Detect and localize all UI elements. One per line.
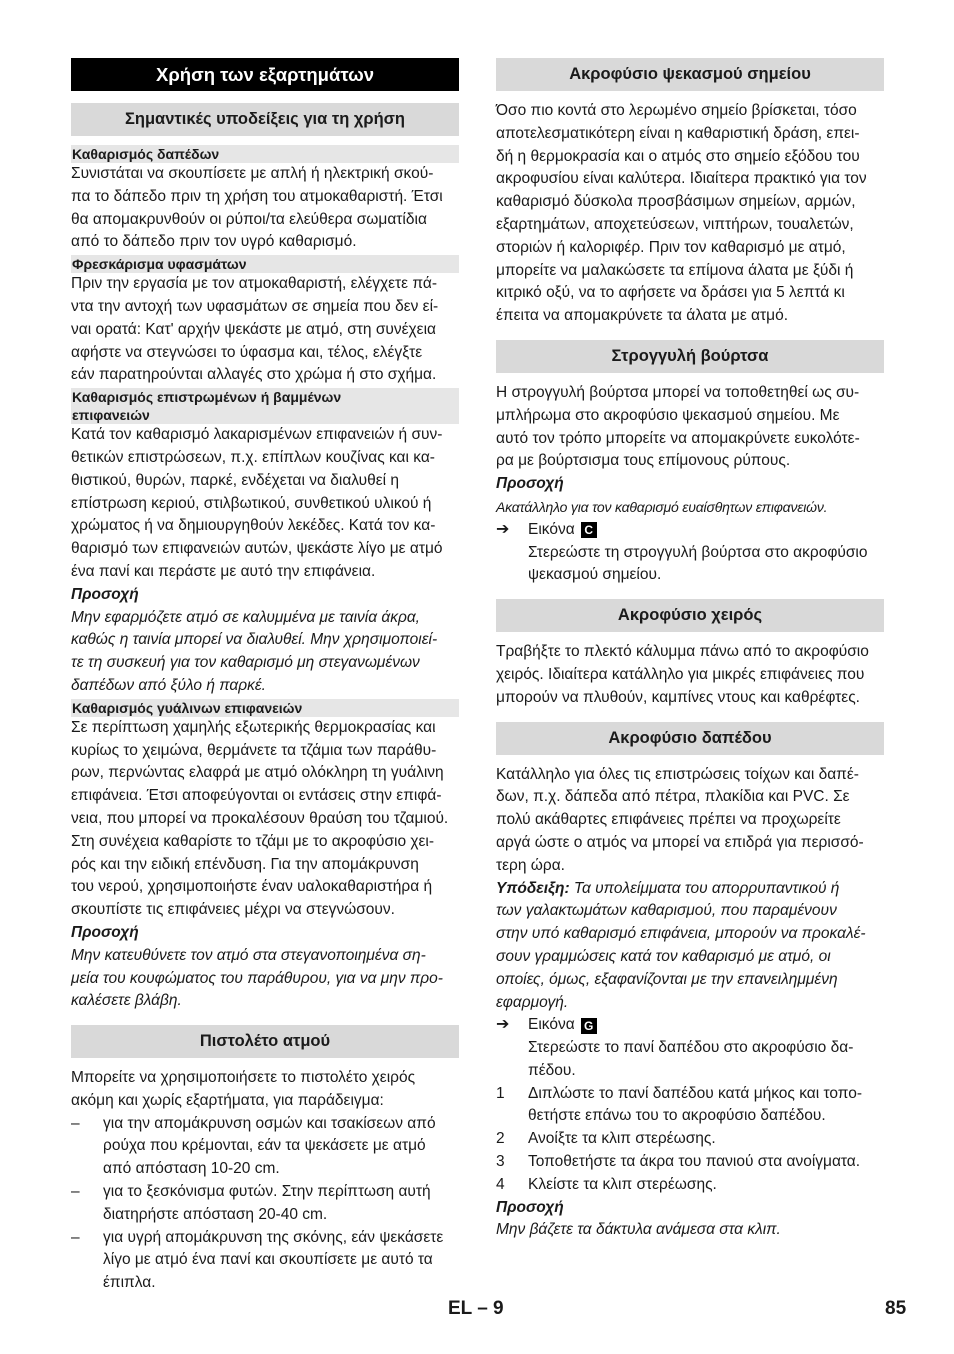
step-item bbox=[496, 1083, 884, 1129]
note-line: οποίες, όμως, εξαφανίζονται με την επανειλημμένη bbox=[496, 970, 838, 988]
brush-figure-instruction bbox=[496, 542, 884, 588]
step-item bbox=[496, 1128, 884, 1151]
final-caution-text: Μην βάζετε τα δάκτυλα ανάμεσα στα κλιπ. bbox=[496, 1221, 781, 1239]
text-line: επιφάνεια. Έτσι αποφεύγονται οι εντάσεις στην επιφά- bbox=[71, 787, 442, 805]
floor-note bbox=[496, 878, 884, 1015]
step-line: Κλείστε τα κλιπ στερέωσης. bbox=[528, 1175, 717, 1193]
note-line: Τα υπολείμματα του απορρυπαντικού ή bbox=[569, 879, 840, 897]
text-line: του νερού, χρησιμοποιήστε έναν υαλοκαθαριστήρα ή bbox=[71, 878, 433, 896]
text-line: εάν παρατηρούνται αλλαγές στο χρώμα ή στο σχήμα. bbox=[71, 366, 437, 384]
fabric-refresh-text bbox=[71, 273, 459, 387]
text-line: Στερεώστε τη στρογγυλή βούρτσα στο ακροφύσιο bbox=[528, 543, 868, 561]
text-line: Όσο πιο κοντά στο λερωμένο σημείο βρίσκεται, τόσο bbox=[496, 102, 857, 119]
text-line: αποτελεσματικότερη είναι η καθαριστική δράση, επει- bbox=[496, 124, 860, 142]
text-line: Κατά τον καθαρισμό λακαρισμένων επιφανειών ή συν- bbox=[71, 426, 443, 444]
note-line: σουν γραμμώσεις κατά τον καθαρισμό με ατμό, οι bbox=[496, 947, 831, 965]
text-line: Στερεώστε το πανί δαπέδου στο ακροφύσιο δα- bbox=[528, 1039, 854, 1057]
text-line: τερη ώρα. bbox=[496, 856, 565, 874]
text-line: πέδου. bbox=[528, 1061, 576, 1079]
list-item-line: διατηρήστε απόσταση 20-40 cm. bbox=[103, 1205, 328, 1223]
arrow-right-icon: ➔ bbox=[496, 1016, 510, 1034]
figure-reference bbox=[496, 1014, 884, 1037]
caution-line: μεία του κουφώματος του παράθυρου, για να μην προ- bbox=[71, 969, 443, 987]
text-line: δων, π.χ. δάπεδα από πέτρα, πλακίδια και PVC. Σε bbox=[496, 788, 850, 806]
text-line: Τραβήξτε το πλεκτό κάλυμμα πάνω από το ακροφύσιο bbox=[496, 643, 869, 661]
caution-line: δαπέδων από ξύλο ή παρκέ. bbox=[71, 676, 266, 694]
caution-label: Προσοχή bbox=[71, 585, 139, 603]
section-header-usage-notes: Σημαντικές υποδείξεις για τη χρήση bbox=[71, 103, 459, 136]
text-line: αργά ώστε ο ατμός να μπορεί να επιδρά για περισσό- bbox=[496, 833, 864, 851]
text-line: Μπορείτε να χρησιμοποιήσετε το πιστολέτο χειρός bbox=[71, 1069, 416, 1087]
text-line: Στη συνέχεια καθαρίστε το τζάμι με το ακροφύσιο χει- bbox=[71, 832, 435, 850]
dash-bullet: – bbox=[71, 1228, 80, 1246]
text-line: μπορείτε να μαλακώσετε τα επίμονα άλατα με ξύδι ή bbox=[496, 261, 854, 279]
step-line: θετήστε επάνω του το ακροφύσιο δαπέδου. bbox=[528, 1107, 826, 1125]
text-line: αφήστε να στεγνώσει το ύφασμα και, τέλος, ελέγξτε bbox=[71, 343, 423, 361]
steam-gun-intro bbox=[71, 1067, 459, 1113]
figure-letter-badge: G bbox=[581, 1018, 597, 1034]
glass-caution-text bbox=[71, 945, 459, 1013]
text-line: εξαρτημάτων, αποχετεύσεων, νιπτήρων, τουαλετών, bbox=[496, 215, 854, 233]
steam-gun-list bbox=[71, 1113, 459, 1295]
text-line: από το δάπεδο πριν τον υγρό καθαρισμό. bbox=[71, 233, 357, 251]
subheading-line: Καθαρισμός επιστρωμένων ή βαμμένων bbox=[72, 389, 342, 406]
list-item bbox=[71, 1181, 459, 1227]
text-line: πολύ ακάθαρτες επιφάνειες πρέπει να προχωρείτε bbox=[496, 811, 841, 829]
list-item-line: έπιπλα. bbox=[103, 1274, 156, 1292]
text-line: αυτό τον τρόπο μπορείτε να απομακρύνετε ευκολότε- bbox=[496, 429, 860, 447]
text-line: κιτρικό οξύ, να το αφήσετε να δράσει για 5 λεπτά κι bbox=[496, 284, 845, 302]
step-number: 2 bbox=[496, 1130, 505, 1148]
section-header-steam-gun: Πιστολέτο ατμού bbox=[71, 1025, 459, 1058]
subheading-coated-surfaces bbox=[71, 388, 459, 424]
text-line: Σε περίπτωση χαμηλής εξωτερικής θερμοκρασίας και bbox=[71, 718, 436, 736]
note-line: εφαρμογή. bbox=[496, 993, 569, 1011]
step-line: Τοποθετήστε τα άκρα του πανιού στα ανοίγματα. bbox=[528, 1153, 861, 1171]
caution-line: καλέσετε βλάβη. bbox=[71, 992, 182, 1010]
right-column bbox=[496, 58, 884, 1242]
left-column bbox=[71, 58, 459, 1295]
section-header-floor-nozzle: Ακροφύσιο δαπέδου bbox=[496, 722, 884, 755]
text-line: ντα την αντοχή των υφασμάτων σε σημεία που δεν εί- bbox=[71, 297, 439, 315]
brush-caution-text: Ακατάλληλο για τον καθαρισμό ευαίσθητων επιφανειών. bbox=[496, 498, 828, 515]
text-line: χρώματος ή να δημιουργηθούν λεκέδες. Κατά τον κα- bbox=[71, 517, 436, 535]
step-line: Διπλώστε το πανί δαπέδου κατά μήκος και τοπο- bbox=[528, 1084, 863, 1102]
subheading-line: επιφανειών bbox=[72, 407, 150, 424]
text-line: χειρός. Ιδιαίτερα κατάλληλο για μικρές επιφάνειες που bbox=[496, 665, 865, 683]
text-line: σκουπίστε τις επιφάνειες μέχρι να στεγνώσουν. bbox=[71, 901, 395, 919]
glass-surfaces-text bbox=[71, 717, 459, 922]
arrow-right-icon: ➔ bbox=[496, 520, 510, 538]
list-item-line: ρούχα που κρέμονται, εάν τα ψεκάσετε με ατμό bbox=[103, 1137, 426, 1155]
footer-section-marker: EL – 9 bbox=[448, 1298, 504, 1319]
dash-bullet: – bbox=[71, 1114, 80, 1132]
list-item-line: για το ξεσκόνισμα φυτών. Στην περίπτωση αυτή bbox=[103, 1183, 431, 1201]
step-number: 4 bbox=[496, 1175, 505, 1193]
text-line: θαρισμό των επιφανειών αυτών, ψεκάστε λίγο με ατμό bbox=[71, 540, 443, 558]
text-line: κυρίως το χειμώνα, θερμάνετε τα τζάμια των παράθυ- bbox=[71, 741, 437, 759]
caution-label: Προσοχή bbox=[496, 475, 564, 493]
section-header-hand-nozzle: Ακροφύσιο χειρός bbox=[496, 599, 884, 632]
coated-caution-text bbox=[71, 607, 459, 698]
figure-letter-badge: C bbox=[581, 522, 597, 538]
text-line: Κατάλληλο για όλες τις επιστρώσεις τοίχων και δαπέ- bbox=[496, 765, 859, 783]
section-header-spot-nozzle: Ακροφύσιο ψεκασμού σημείου bbox=[496, 58, 884, 91]
step-item bbox=[496, 1151, 884, 1174]
list-item-line: για υγρή απομάκρυνση της σκόνης, εάν ψεκάσετε bbox=[103, 1228, 444, 1246]
figure-word: Εικόνα bbox=[528, 520, 575, 538]
note-line: των γαλακτωμάτων καθαρισμού, που παραμένουν bbox=[496, 902, 837, 920]
caution-line: Μην εφαρμόζετε ατμό σε καλυμμένα με ταινία άκρα, bbox=[71, 608, 420, 626]
text-line: ρα με βούρτσισμα τους επίμονους ρύπους. bbox=[496, 452, 791, 470]
caution-line: τε τη συσκευή για τον καθαρισμό μη στεγανωμένων bbox=[71, 654, 420, 672]
note-label: Υπόδειξη: bbox=[496, 879, 570, 897]
list-item-line: για την απομάκρυνση οσμών και τσακίσεων από bbox=[103, 1114, 436, 1132]
dash-bullet: – bbox=[71, 1183, 80, 1201]
spot-nozzle-text bbox=[496, 100, 884, 328]
note-line: στην υπό καθαρισμό επιφάνεια, μπορούν να προκαλέ- bbox=[496, 925, 866, 943]
step-line: Ανοίξτε τα κλιπ στερέωσης. bbox=[528, 1130, 716, 1148]
caution-label: Προσοχή bbox=[496, 1198, 564, 1216]
subheading-fabric-refresh: Φρεσκάρισμα υφασμάτων bbox=[71, 255, 459, 273]
figure-word: Εικόνα bbox=[528, 1016, 575, 1034]
list-item-line: από απόσταση 10-20 cm. bbox=[103, 1160, 280, 1178]
step-number: 3 bbox=[496, 1153, 505, 1171]
list-item bbox=[71, 1113, 459, 1181]
floor-cleaning-text bbox=[71, 163, 459, 254]
text-line: ψεκασμού σημείου. bbox=[528, 566, 662, 584]
text-line: καθαρισμό δύσκολα προσβάσιμων σημείων, αρμών, bbox=[496, 193, 856, 211]
step-number: 1 bbox=[496, 1084, 505, 1102]
text-line: έπειτα να απομακρύνετε τα άλατα με ατμό. bbox=[496, 307, 789, 325]
list-item-line: λίγο με ατμό ένα πανί και σκουπίσετε με αυτό τα bbox=[103, 1251, 433, 1269]
text-line: ένα πανί και περάστε με αυτό την επιφάνεια. bbox=[71, 562, 376, 580]
text-line: Πριν την εργασία με τον ατμοκαθαριστή, ελέγχετε πά- bbox=[71, 275, 437, 293]
subheading-glass-surfaces: Καθαρισμός γυάλινων επιφανειών bbox=[71, 699, 459, 717]
figure-reference bbox=[496, 519, 884, 542]
text-line: θιστικού, θυρών, παρκέ, ενδέχεται να διαλυθεί η bbox=[71, 471, 400, 489]
text-line: νεια, που μπορεί να προκαλέσουν θραύση του τζαμιού. bbox=[71, 809, 449, 827]
floor-steps-list bbox=[496, 1083, 884, 1197]
page-title: Χρήση των εξαρτημάτων bbox=[71, 58, 459, 91]
text-line: στοριών ή καλοριφέρ. Πριν τον καθαρισμό με ατμό, bbox=[496, 238, 846, 256]
text-line: Συνιστάται να σκουπίσετε με απλή ή ηλεκτρική σκού- bbox=[71, 165, 434, 182]
caution-line: Μην κατευθύνετε τον ατμό στα στεγανοποιημένα ση- bbox=[71, 946, 426, 964]
text-line: δή η θερμοκρασία και ο ατμός στο σημείο εξόδου του bbox=[496, 147, 860, 165]
floor-figure-instruction bbox=[496, 1037, 884, 1083]
page-number: 85 bbox=[885, 1298, 907, 1319]
text-line: ρων, περνώντας ελαφρά με ατμό ολόκληρη τη γυάλινη bbox=[71, 764, 444, 782]
floor-nozzle-text bbox=[496, 764, 884, 878]
caution-label: Προσοχή bbox=[71, 923, 139, 941]
text-line: ακόμη και χωρίς εξαρτήματα, για παράδειγμα: bbox=[71, 1091, 384, 1109]
round-brush-text bbox=[496, 382, 884, 473]
caution-line: καθώς η ταινία μπορεί να διαλυθεί. Μην χρησιμοποιεί- bbox=[71, 631, 438, 649]
text-line: ναι ορατά: Κατ' αρχήν ψεκάστε με ατμό, στη συνέχεια bbox=[71, 320, 436, 338]
subheading-floor-cleaning: Καθαρισμός δαπέδων bbox=[71, 145, 459, 163]
text-line: θα απομακρυνθούν οι ρύποι/τα ελεύθερα σωματίδια bbox=[71, 210, 427, 228]
hand-nozzle-text bbox=[496, 641, 884, 709]
section-header-round-brush: Στρογγυλή βούρτσα bbox=[496, 340, 884, 373]
text-line: ακροφυσίου είναι καλύτερα. Ιδιαίτερα πρακτικό για τον bbox=[496, 170, 867, 188]
text-line: Η στρογγυλή βούρτσα μπορεί να τοποθετηθεί ως συ- bbox=[496, 383, 860, 401]
text-line: πα το δάπεδο πριν τη χρήση του ατμοκαθαριστή. Έτσι bbox=[71, 187, 443, 205]
text-line: μπορούν να πλυθούν, καμπίνες ντους και καθρέφτες. bbox=[496, 688, 860, 706]
text-line: ρός και την ειδική επένδυση. Για την απομάκρυνση bbox=[71, 855, 419, 873]
list-item bbox=[71, 1227, 459, 1295]
coated-surfaces-text bbox=[71, 424, 459, 584]
step-item bbox=[496, 1174, 884, 1197]
text-line: επίστρωση κεριού, στιλβωτικού, συνθετικού υλικού ή bbox=[71, 494, 432, 512]
text-line: μπλήρωμα στο ακροφύσιο ψεκασμού σημείου. Με bbox=[496, 406, 840, 424]
text-line: θετικών επιστρώσεων, π.χ. επίπλων κουζίνας και κα- bbox=[71, 448, 435, 466]
